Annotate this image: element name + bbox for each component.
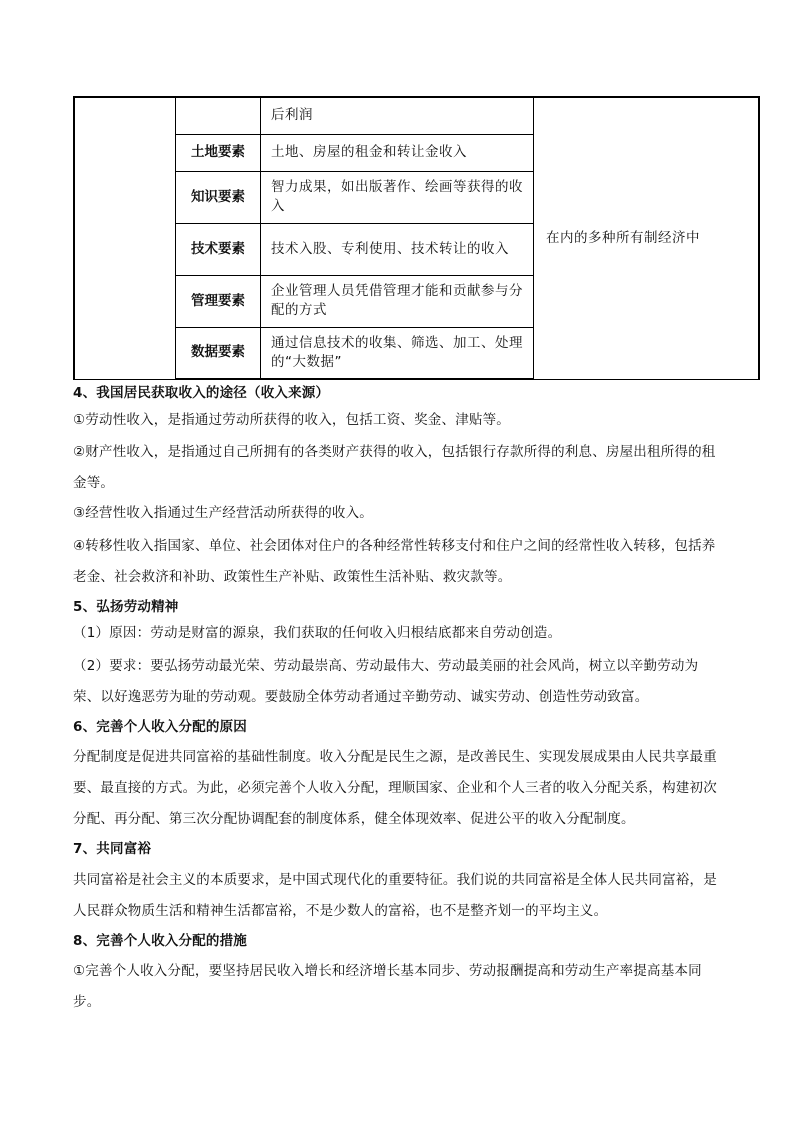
table-desc-cell: 通过信息技术的收集、筛选、加工、处理的“大数据” [261,327,534,379]
section-7-heading: 7、共同富裕 [73,841,152,857]
section-5-paragraph-1: （1）原因：劳动是财富的源泉，我们获取的任何收入归根结底都来自劳动创造。 [73,625,562,641]
table-factor-cell: 知识要素 [176,171,261,223]
section-4-paragraph-1: ①劳动性收入，是指通过劳动所获得的收入，包括工资、奖金、津贴等。 [73,411,511,428]
section-5-heading: 5、弘扬劳动精神 [73,598,179,615]
table-desc-cell: 后利润 [261,97,534,134]
document-page [73,96,723,1021]
table-desc-cell: 智力成果，如出版著作、绘画等获得的收入 [261,171,534,223]
table-factor-cell: 土地要素 [176,134,261,171]
section-4-paragraph-3: ③经营性收入指通过生产经营活动所获得的收入。 [73,505,374,521]
table-factor-cell: 数据要素 [176,327,261,379]
table-right-cell: 在内的多种所有制经济中 [534,97,760,379]
table-factor-cell: 技术要素 [176,223,261,275]
table-left-cell [74,97,176,379]
table-row [74,97,759,134]
table-desc-cell: 企业管理人员凭借管理才能和贡献参与分配的方式 [261,275,534,327]
section-4-paragraph-4: ④转移性收入指国家、单位、社会团体对住户的各种经常性转移支付和住户之间的经常性收入转移，包括养老金、社会救济和补助、政策性生产补贴、政策性生活补贴、救灾款等。 [73,537,716,585]
section-6-heading: 6、完善个人收入分配的原因 [73,718,247,735]
section-7-paragraph-1: 共同富裕是社会主义的本质要求，是中国式现代化的重要特征。我们说的共同富裕是全体人民共同富裕，是人民群众物质生活和精神生活都富裕，不是少数人的富裕，也不是整齐划一的平均主义。 [73,871,717,919]
section-4-heading: 4、我国居民获取收入的途径（收入来源） [73,385,330,401]
section-4-paragraph-2: ②财产性收入，是指通过自己所拥有的各类财产获得的收入，包括银行存款所得的利息、房屋出租所得的租金等。 [73,444,716,491]
table-desc-cell: 技术入股、专利使用、技术转让的收入 [261,223,534,275]
distribution-factor-table [73,96,760,380]
table-factor-cell: 管理要素 [176,275,261,327]
table-factor-cell [176,97,261,134]
section-6-paragraph-1: 分配制度是促进共同富裕的基础性制度。收入分配是民生之源，是改善民生、实现发展成果由人民共享最重要、最直接的方式。为此，必须完善个人收入分配，理顺国家、企业和个人三者的收入分配关系，构建初次分配、再分配、第三次分配协调配套的制度体系，健全体现效率、促进公平的收入分配制度。 [73,749,717,827]
section-8-paragraph-1: ①完善个人收入分配，要坚持居民收入增长和经济增长基本同步、劳动报酬提高和劳动生产率提高基本同步。 [73,963,702,1010]
table-desc-cell: 土地、房屋的租金和转让金收入 [261,134,534,171]
section-8-heading: 8、完善个人收入分配的措施 [73,932,247,949]
section-5-paragraph-2: （2）要求：要弘扬劳动最光荣、劳动最崇高、劳动最伟大、劳动最美丽的社会风尚，树立以辛勤劳动为荣、以好逸恶劳为耻的劳动观。要鼓励全体劳动者通过辛勤劳动、诚实劳动、创造性劳动致富。 [73,657,699,705]
